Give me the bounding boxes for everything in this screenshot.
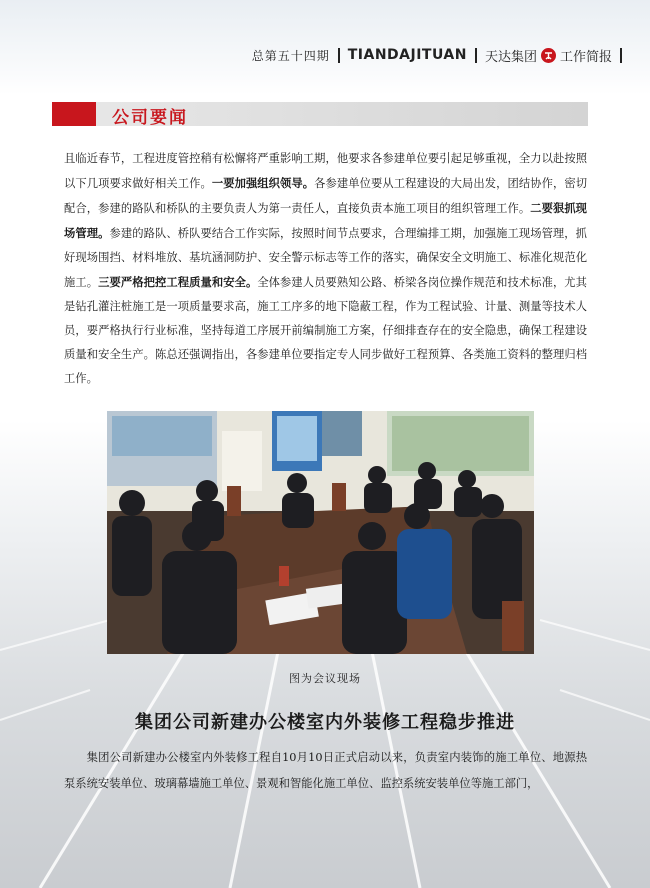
paragraph-text: 全体参建人员要熟知公路、桥梁各岗位操作规范和技术标准，尤其是钻孔灌注桩施工是一项质量要求高，施工工序多的地下隐蔽工程，作为工程试验、计量、测量等技术人员，要严格执行行业标准，坚持每道工序展开前编制施工方案，仔细排查存在的安全隐患，确保工程建设质量和安全生产。陈总还强调指出，各参建单位要指定专人同步做好工程预算、各类施工资料的整理归档工作。 bbox=[64, 276, 587, 385]
key-point-1: 一要加强组织领导。 bbox=[211, 176, 315, 190]
key-point-2: 二要狠抓现场管理。 bbox=[64, 201, 587, 240]
paragraph-text: 各参建单位要从工程建设的大局出发，团结协作，密切配合，参建的路队和桥队的主要负责人为第一责任人，直接负责本施工项目的组织管理工作。 bbox=[64, 177, 587, 215]
issue-number: 总第五十四期 bbox=[251, 48, 330, 63]
news-paragraph bbox=[64, 147, 587, 391]
bulletin-name: 工作简报 bbox=[559, 49, 612, 65]
section-heading-bar bbox=[52, 102, 588, 126]
brand-cn-text: 天达集团 bbox=[484, 49, 537, 65]
article-title: 集团公司新建办公楼室内外装修工程稳步推进 bbox=[135, 712, 515, 733]
page-header bbox=[252, 44, 622, 66]
header-divider bbox=[475, 48, 477, 63]
section-accent-block bbox=[52, 102, 96, 126]
brand-name-english: TIANDAJITUAN bbox=[347, 47, 467, 63]
company-logo-icon bbox=[541, 48, 556, 63]
article-paragraph: 集团公司新建办公楼室内外装修工程自10月10日正式启动以来，负责室内装饰的施工单位、地源热泵系统安装单位、玻璃幕墙施工单位、景观和智能化施工单位、监控系统安装单位等施工部门， bbox=[64, 751, 587, 790]
brand-name-chinese bbox=[485, 46, 612, 65]
photo-caption: 图为会议现场 bbox=[289, 672, 361, 685]
header-divider bbox=[338, 48, 340, 63]
meeting-photo bbox=[107, 411, 534, 654]
key-point-3: 三要严格把控工程质量和安全。 bbox=[98, 275, 258, 289]
header-divider bbox=[620, 48, 622, 63]
paragraph-text: 参建的路队、桥队要结合工作实际，按照时间节点要求，合理编排工期，加强施工现场管理，抓好现场围挡、材料堆放、基坑涵洞防护、安全警示标志等工作的落实，确保安全文明施工、标准化规范化施工。 bbox=[64, 227, 587, 289]
paragraph-text: 且临近春节，工程进度管控稍有松懈将严重影响工期，他要求各参建单位要引起足够重视，全力以赴按照以下几项要求做好相关工作。 bbox=[64, 152, 587, 190]
section-title: 公司要闻 bbox=[112, 108, 188, 128]
